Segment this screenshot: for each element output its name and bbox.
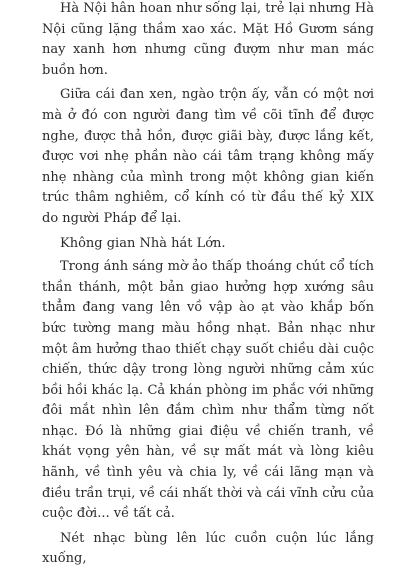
paragraph-music-rises: Nét nhạc bùng lên lúc cuồn cuộn lúc lắng xuống, [42,530,374,567]
paragraph-intro: Hà Nội hân hoan như sống lại, trẻ lại nhưng Hà Nội cũng lặng thầm xao xác. Mặt Hồ Gươm sáng nay xanh hơn nhưng cũng đượm như man mác buồn hơn. [42,1,374,78]
paragraph-symphony: Trong ánh sáng mờ ảo thấp thoáng chút cổ tích thần thánh, một bản giao hưởng hợp xướng sâu thẳm đang vang lên vồ vập ào ạt vào khắp bốn bức tường mang màu hồng nhạt. Bản nhạc như một âm hưởng thao thiết chạy suốt chiều dài cuộc chiến, thức dậy trong lòng người những cảm xúc bồi hồi khác lạ. Cả khán phòng im phắc với những đôi mắt nhìn lên đắm chìm như thẩm từng nốt nhạc. Đó là những giai điệu về chiến tranh, về khát vọng yên hàn, về sự mất mát và lòng kiêu hãnh, về tình yêu và chia ly, về cái lãng mạn và điều trần trụi, về cái nhất thời và cái vĩnh cửu của cuộc đời... về tất cả. [42,259,374,522]
paragraph-opera-house: Không gian Nhà hát Lớn. [60,235,226,251]
paragraph-quiet-place: Giữa cái đan xen, ngào trộn ấy, vẫn có một nơi mà ở đó con người đang tìm về cõi tĩnh để được nghe, được thả hồn, được giãi bày, được lắng kết, được vơi nhẹ phần nào cái tâm trạng không mấy nhẹ nhàng của mình trong một không gian kiến trúc thâm nghiêm, cổ kính có từ đầu thế kỷ XIX do người Pháp để lại. [42,87,374,226]
body-text [42,0,374,574]
